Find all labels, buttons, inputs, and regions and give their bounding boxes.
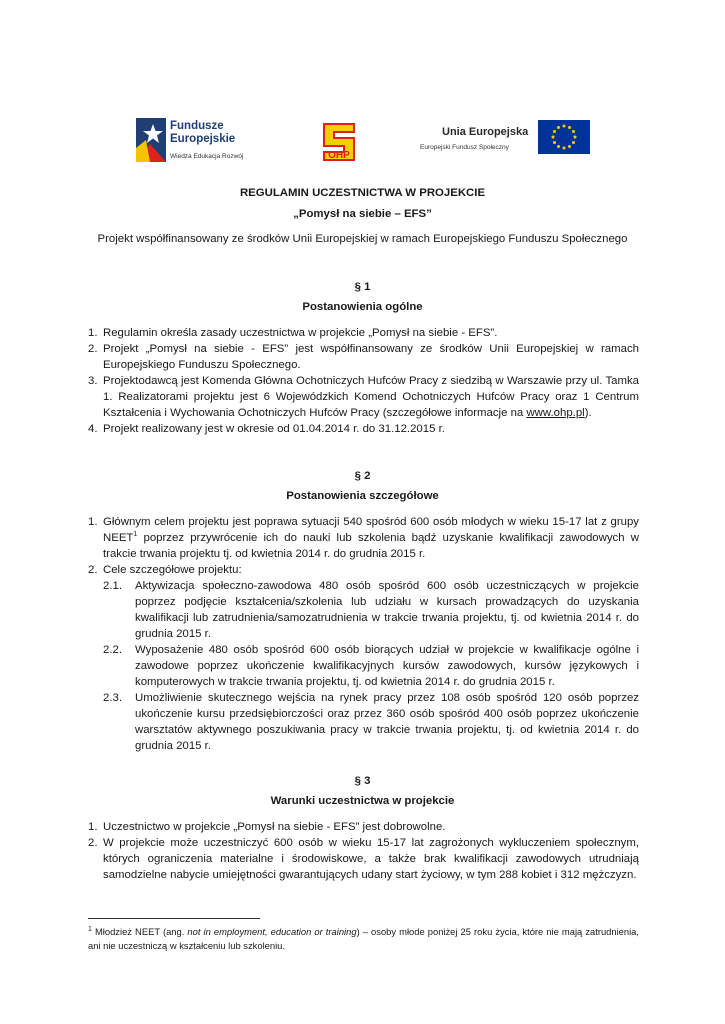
list-item bbox=[88, 514, 639, 562]
sub-item-text: Umożliwienie skutecznego wejścia na rynek pracy przez 108 osób spośród 120 osób poprzez ukończenie kursu przedsiębiorczości oraz przez 360 osób spośród 400 osób poprzez ukończenie warsztatów aktywnego poszukiwania pracy w trakcie trwania projektu, tj. od kwietnia 2014 r. do grudnia 2015 r. bbox=[135, 692, 639, 752]
eu-star-icon bbox=[552, 136, 555, 139]
footnote-separator bbox=[88, 918, 260, 919]
unia-europejska-logo bbox=[420, 120, 590, 160]
item-text-continued: poprzez przywrócenie ich do nauki lub szkolenia bądź uzyskanie kwalifikacji zawodowych w trakcie trwania projektu tj. od kwietnia 2014 r. do grudnia 2015 r. bbox=[103, 532, 639, 560]
sub-item-number: 2.3. bbox=[103, 692, 122, 704]
eu-star-icon bbox=[553, 130, 556, 133]
item-text: Uczestnictwo w projekcie „Pomysł na siebie - EFS” jest dobrowolne. bbox=[103, 821, 446, 833]
cofinance-note: Projekt współfinansowany ze środków Unii Europejskiej w ramach Europejskiego Funduszu Społecznego bbox=[97, 233, 628, 245]
ue-title: Unia Europejska bbox=[442, 126, 529, 138]
item-text: W projekcie może uczestniczyć 600 osób w wieku 15-17 lat zagrożonych wykluczeniem społecznym, których ograniczenia materialne i środowiskowe, a także brak kwalifikacji zawodowych utrudniają samodzielne nabycie umiejętności gwarantujących udany start życiowy, w tym 288 kobiet i 312 mężczyzn. bbox=[103, 837, 639, 881]
eu-star-icon bbox=[563, 147, 566, 150]
footnote-lead: Młodzież NEET (ang. bbox=[91, 926, 188, 937]
section-2-heading: Postanowienia szczegółowe bbox=[286, 490, 439, 502]
eu-star-icon bbox=[574, 136, 577, 139]
item-number: 1. bbox=[88, 327, 98, 339]
ue-subtitle: Europejski Fundusz Społeczny bbox=[420, 144, 509, 151]
list-item bbox=[88, 819, 639, 835]
sub-item-text: Aktywizacja społeczno-zawodowa 480 osób spośród 600 osób uczestniczących w projekcie poprzez podjęcie kształcenia/szkolenia lub udziału w kursach prowadzących do uzyskania kwalifikacji lub zatrudnienia/samozatrudnienia w trakcie trwania projektu, tj. od kwietnia 2014 r. do grudnia 2015 r. bbox=[135, 580, 639, 640]
fe-subtitle: Wiedza Edukacja Rozwój bbox=[170, 153, 244, 160]
eu-star-icon bbox=[568, 145, 571, 148]
fe-title-line1: Fundusze bbox=[170, 120, 224, 132]
ohp-emblem-icon bbox=[318, 120, 360, 164]
item-number: 4. bbox=[88, 423, 98, 435]
fundusze-europejskie-logo bbox=[136, 118, 276, 168]
item-number: 1. bbox=[88, 516, 98, 528]
fe-title-line2: Europejskie bbox=[170, 132, 236, 145]
footnote-number: 1 bbox=[88, 925, 92, 933]
item-text: Regulamin określa zasady uczestnictwa w projekcie „Pomysł na siebie - EFS”. bbox=[103, 327, 498, 339]
sub-list-item bbox=[103, 690, 639, 754]
list-item bbox=[88, 325, 639, 341]
eu-star-icon bbox=[572, 130, 575, 133]
section-3-number: § 3 bbox=[354, 775, 371, 787]
eu-star-icon bbox=[557, 126, 560, 129]
item-text-tail: ). bbox=[584, 407, 592, 419]
item-number: 1. bbox=[88, 821, 98, 833]
item-number: 2. bbox=[88, 837, 98, 849]
item-number: 2. bbox=[88, 343, 98, 355]
eu-flag-icon bbox=[538, 120, 590, 154]
eu-star-icon bbox=[563, 125, 566, 128]
list-item bbox=[88, 341, 639, 373]
footnote bbox=[88, 925, 639, 953]
item-text: Projekt „Pomysł na siebie - EFS” jest współfinansowany ze środków Unii Europejskiej w ramach Europejskiego Funduszu Społecznego. bbox=[103, 343, 639, 371]
sub-item-text: Wyposażenie 480 osób spośród 600 osób biorących udział w projekcie w kwalifikacje ogólne i zawodowe poprzez ukończenie kwalifikacyjnych kursów zawodowych, kursów językowych i komputerowych w trakcie trwania projektu, tj. od kwietnia 2014 r. do grudnia 2015 r. bbox=[135, 644, 639, 688]
logo-bar bbox=[0, 112, 725, 168]
eu-star-icon bbox=[557, 145, 560, 148]
sub-item-number: 2.2. bbox=[103, 644, 122, 656]
sub-list-item bbox=[103, 578, 639, 642]
footnote-italic-term: not in employment, education or training bbox=[187, 926, 357, 937]
section-2-number: § 2 bbox=[354, 470, 371, 482]
ohp-logo bbox=[318, 120, 360, 164]
item-text: Głównym celem projektu jest poprawa sytuacji 540 spośród 600 osób młodych w wieku 15-17 lat z grupy NEET bbox=[103, 516, 639, 544]
item-text: Cele szczegółowe projektu: bbox=[103, 564, 242, 576]
ohp-website-link[interactable]: www.ohp.pl bbox=[526, 407, 585, 419]
list-item bbox=[88, 562, 639, 578]
list-item bbox=[88, 373, 639, 421]
document-title: REGULAMIN UCZESTNICTWA W PROJEKCIE bbox=[239, 187, 486, 199]
item-number: 2. bbox=[88, 564, 98, 576]
footnote-text: ) – osoby młode poniżej 25 roku życia, które nie mają zatrudnienia, ani nie uczestniczą w kształceniu lub szkoleniu. bbox=[88, 926, 640, 951]
eu-star-icon bbox=[572, 141, 575, 144]
list-item bbox=[88, 835, 639, 883]
eu-star-icon bbox=[553, 141, 556, 144]
sub-item-number: 2.1. bbox=[103, 580, 122, 592]
section-3-list bbox=[88, 819, 639, 883]
section-1-list bbox=[88, 325, 639, 437]
section-1-number: § 1 bbox=[354, 281, 371, 293]
project-name: „Pomysł na siebie – EFS” bbox=[293, 208, 432, 220]
item-number: 3. bbox=[88, 375, 98, 387]
section-3-heading: Warunki uczestnictwa w projekcie bbox=[270, 795, 455, 807]
item-text: Projekt realizowany jest w okresie od 01.04.2014 r. do 31.12.2015 r. bbox=[103, 423, 445, 435]
eu-star-icon bbox=[568, 126, 571, 129]
sub-list-item bbox=[103, 642, 639, 690]
item-text: Projektodawcą jest Komenda Główna Ochotniczych Hufców Pracy z siedzibą w Warszawie przy ul. Tamka 1. Realizatorami projektu jest 6 Wojewódzkich Komend Ochotniczych Hufców Pracy oraz 1 Centrum Kształcenia i Wychowania Ochotniczych Hufców Pracy (szczegółowe informacje na bbox=[103, 375, 639, 419]
ohp-text: OHP bbox=[328, 150, 350, 161]
section-2-list bbox=[88, 514, 639, 754]
section-1-heading: Postanowienia ogólne bbox=[302, 301, 423, 313]
list-item bbox=[88, 421, 639, 437]
fe-star-icon bbox=[136, 118, 168, 162]
fe-title bbox=[170, 120, 235, 145]
footnote-marker[interactable]: 1 bbox=[133, 531, 138, 539]
